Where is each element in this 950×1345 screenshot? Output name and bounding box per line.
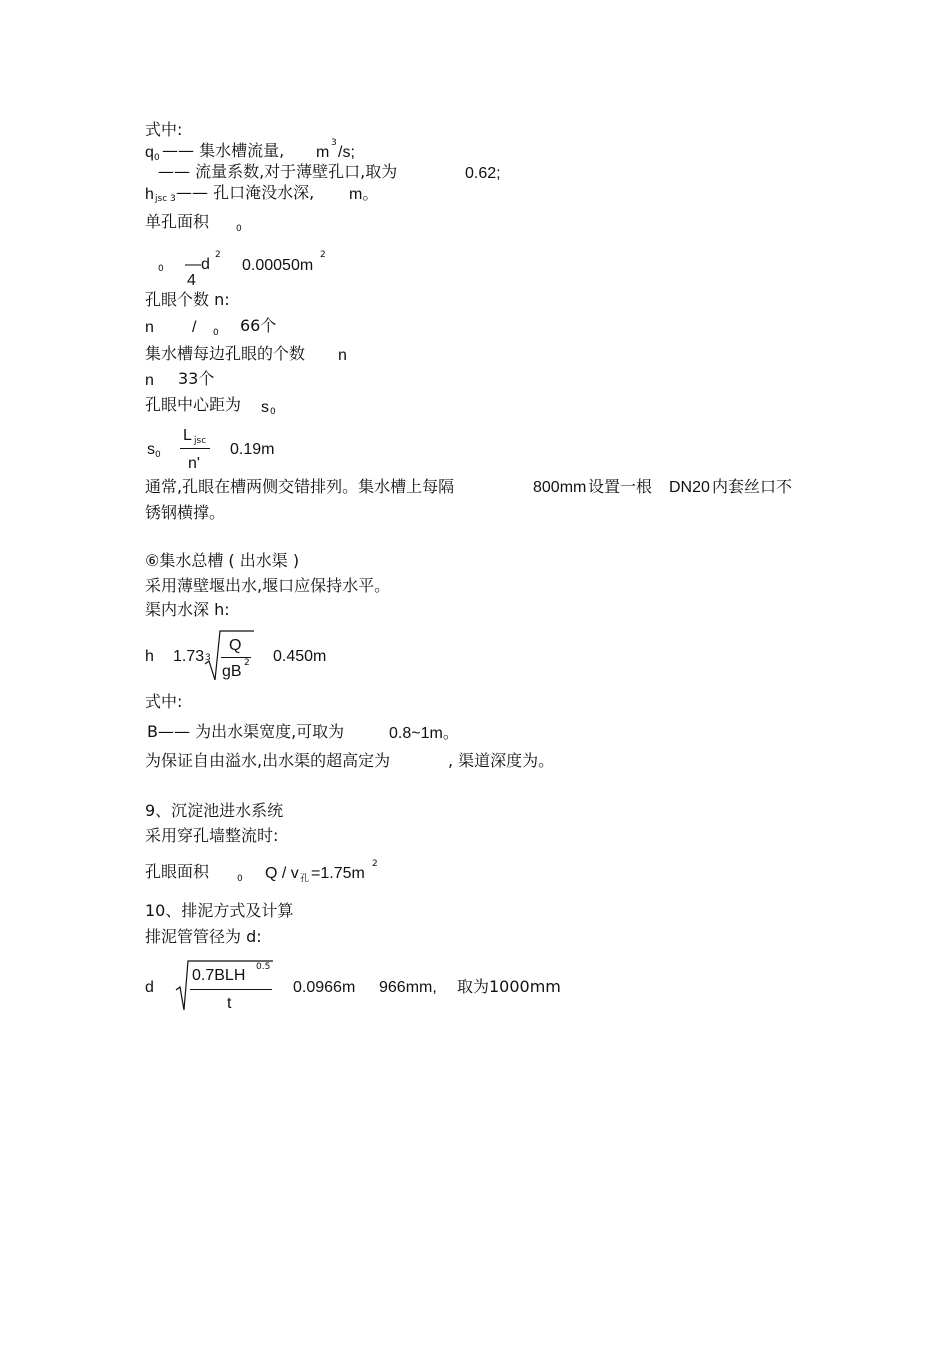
spacing-title: 孔眼中心距为 [145,395,242,414]
inlet-formula-sup: 2 [372,859,378,869]
inlet-formula-tail: =1.75m [311,865,365,882]
sludge-denominator: t [227,995,232,1012]
spacing-denominator: n' [188,455,200,472]
spacing-numerator: L [183,427,192,444]
spacing-symbol: s [261,399,269,416]
h-symbol: h [145,186,154,203]
depth-root-index: 3 [205,653,211,663]
formula-label: 式中: [145,120,183,139]
freeboard-b: , 渠道深度为。 [448,751,555,770]
spacing-symbol-sub: 0 [270,407,276,417]
inlet-formula: Q / v [265,865,299,882]
count-n: n [145,319,154,336]
count-title: 孔眼个数 n: [145,290,230,309]
depth-denominator: gB [222,663,242,680]
area-title: 单孔面积 [145,212,210,231]
note-line1-b: 800mm [533,479,587,496]
area-value-sup: 2 [320,250,326,260]
h-description: —— 孔口淹没水深, [176,183,315,202]
sludge-value-b: 966mm, [379,979,437,996]
spacing-fraction-bar [180,448,210,449]
q0-description: —— 集水槽流量, [162,141,285,160]
spacing-lhs-sub: 0 [155,450,161,460]
section-heading-sludge: 10、排泥方式及计算 [145,901,294,920]
mu-value: 0.62; [465,165,501,182]
width-description: B—— 为出水渠宽度,可取为 [147,722,345,741]
spacing-value: 0.19m [230,441,275,458]
area-value: 0.00050m [242,257,314,274]
area-denominator: 4 [187,272,196,289]
sludge-numerator: 0.7BLH [192,967,246,984]
note-line1-d: DN20 [669,479,710,496]
q0-unit-tail: /s; [338,144,355,161]
h-unit: m。 [349,186,379,203]
count-slash: / [192,319,197,336]
inlet-formula-sub: 孔 [300,874,310,884]
h-subscript: jsc 3 [155,194,176,204]
note-line1-a: 通常,孔眼在槽两侧交错排列。集水槽上每隔 [145,477,455,496]
area-title-sub: 0 [236,224,242,234]
sludge-line1: 排泥管管径为 d: [145,927,262,946]
spacing-numerator-sub: jsc [194,436,207,446]
depth-coef: 1.73 [173,648,205,665]
sludge-numerator-sup: 0.5 [256,962,271,972]
channel-formula-label: 式中: [145,692,183,711]
sludge-fraction-bar [190,989,272,990]
area-numerator-sup: 2 [215,250,221,260]
inlet-area-title: 孔眼面积 [145,862,210,881]
sludge-d: d [145,979,154,996]
width-value: 0.8~1m。 [389,725,459,742]
inlet-line1: 采用穿孔墙整流时: [145,826,279,845]
freeboard-a: 为保证自由溢水,出水渠的超高定为 [145,751,391,770]
q0-unit: m [316,144,330,161]
side-value: 33个 [178,369,215,388]
channel-line1: 采用薄壁堰出水,堰口应保持水平。 [145,576,391,595]
q0-symbol: q [145,144,154,161]
spacing-lhs: s [147,441,155,458]
depth-denominator-sup: 2 [244,658,250,668]
side-n: n [338,347,347,364]
depth-h: h [145,648,154,665]
side-title: 集水槽每边孔眼的个数 [145,344,306,363]
side-eq-n: n [145,372,154,389]
note-line1-e: 内套丝口不 [712,477,793,496]
section-heading-channel: ⑥集水总槽 ( 出水渠 ) [145,551,300,570]
depth-numerator: Q [229,637,242,654]
q0-unit-sup: 3 [331,138,337,148]
depth-value: 0.450m [273,648,327,665]
sludge-value-c: 取为1000mm [457,977,561,996]
inlet-area-sub: 0 [237,874,243,884]
area-numerator: —d [185,256,210,273]
count-value: 66个 [240,316,277,335]
area-lhs-sub: 0 [158,264,164,274]
sludge-value-a: 0.0966m [293,979,356,996]
count-sub: 0 [213,328,219,338]
note-line1-c: 设置一根 [588,477,653,496]
section-heading-inlet: 9、沉淀池进水系统 [145,801,284,820]
note-line2: 锈钢横撑。 [145,503,226,522]
depth-title: 渠内水深 h: [145,600,230,619]
mu-description: —— 流量系数,对于薄壁孔口,取为 [158,162,398,181]
q0-subscript: 0 [154,153,160,163]
